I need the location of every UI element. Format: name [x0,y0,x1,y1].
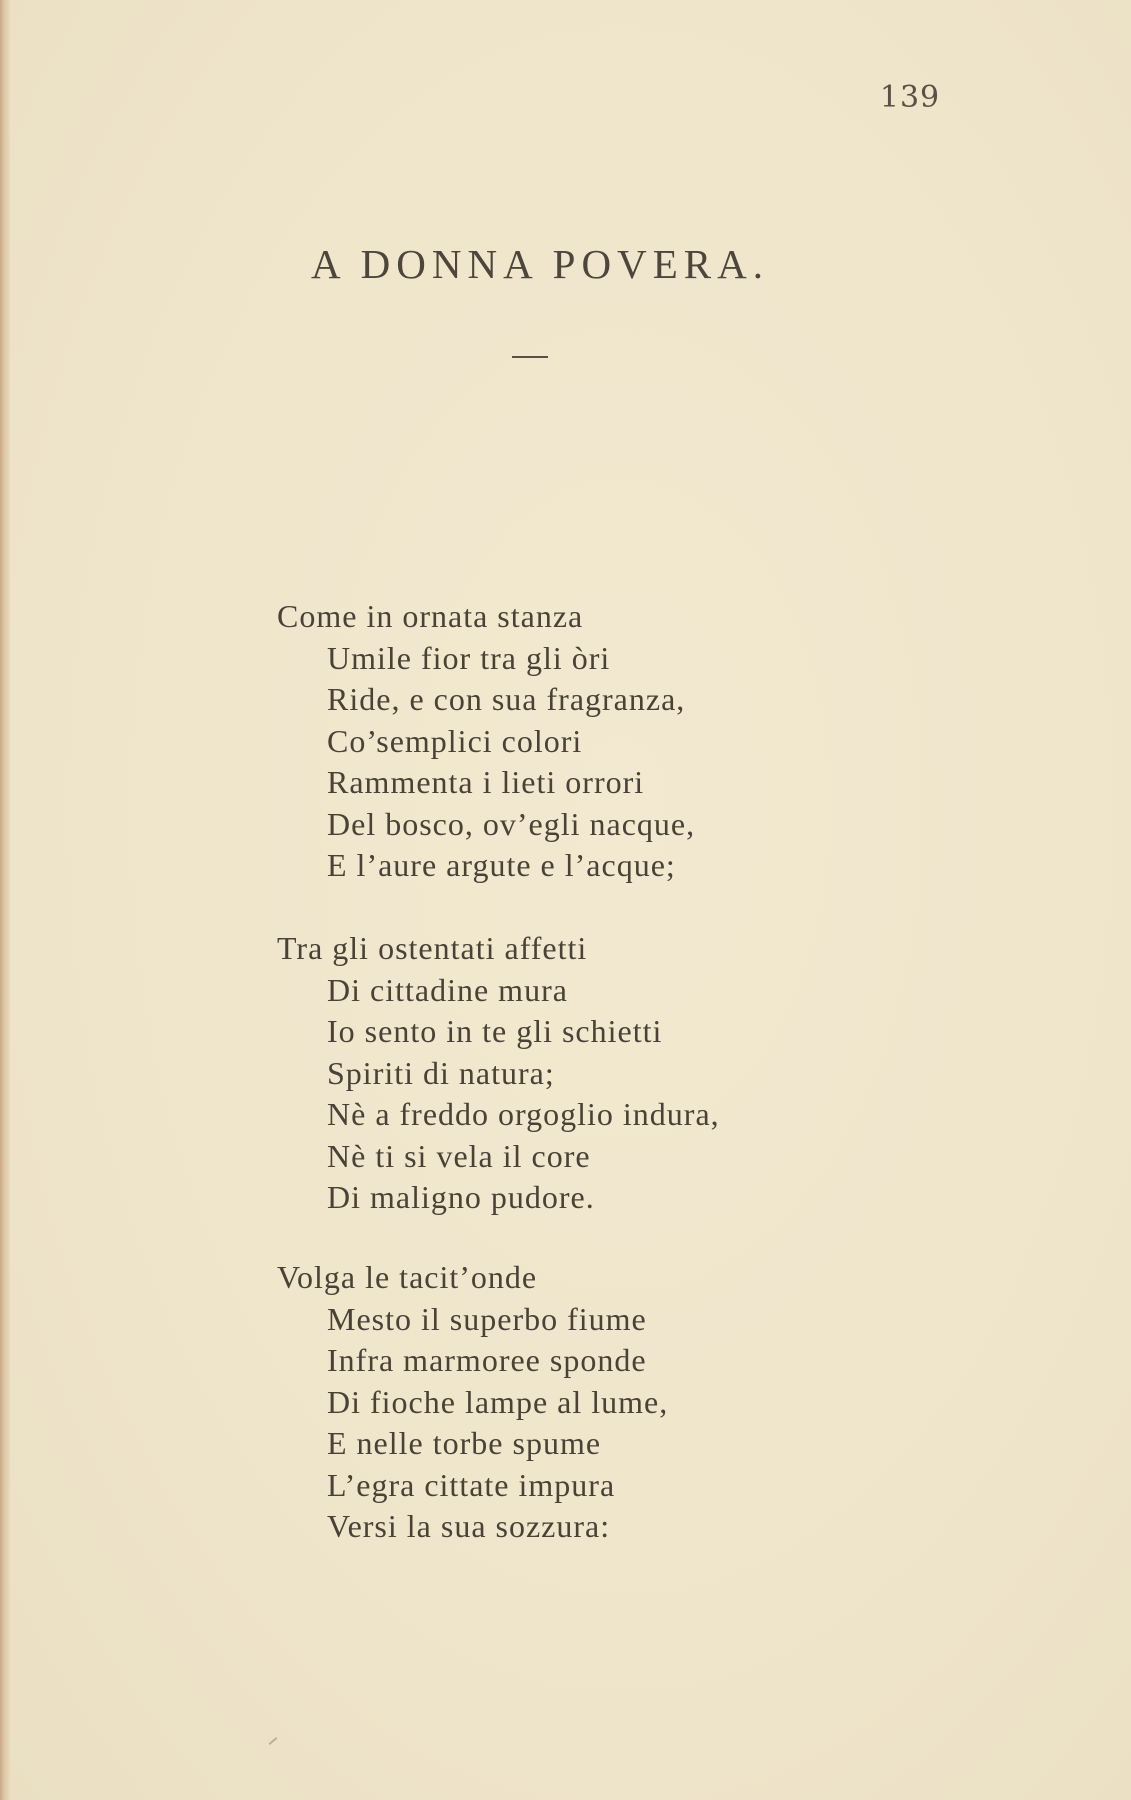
stanza-3 [277,1257,917,1548]
verse-line: Tra gli ostentati affetti [277,930,588,966]
page-binding-edge [0,0,10,1800]
verse-line: Volga le tacit’onde [277,1259,538,1295]
page-number: 139 [879,80,941,115]
verse-line: Co’semplici colori [327,722,583,759]
verse-line: Spiriti di natura; [327,1054,555,1091]
title-separator [512,356,548,358]
verse-line: Di fioche lampe al lume, [327,1383,669,1420]
stanza-2 [277,928,917,1219]
verse-line: E l’aure argute e l’acque; [327,847,676,883]
poem-title: A DONNA POVERA. [311,241,769,287]
paper-speck [269,1737,278,1745]
verse-line: Infra marmoree sponde [327,1342,647,1378]
verse-line: L’egra cittate impura [327,1466,616,1503]
verse-line: Nè ti si vela il core [327,1137,591,1174]
verse-line: Versi la sua sozzura: [327,1508,611,1544]
verse-line: Mesto il superbo fiume [327,1300,647,1337]
verse-line: Di maligno pudore. [327,1179,595,1215]
verse-line: Umile fior tra gli òri [327,639,611,676]
verse-line: Nè a freddo orgoglio indura, [327,1096,720,1132]
verse-line: Di cittadine mura [327,971,568,1008]
verse-line: E nelle torbe spume [327,1425,602,1461]
verse-line: Del bosco, ov’egli nacque, [327,805,696,842]
stanza-1 [277,596,917,887]
verse-line: Rammenta i lieti orrori [327,764,645,800]
verse-line: Come in ornata stanza [277,598,584,634]
verse-line: Ride, e con sua fragranza, [327,681,686,717]
verse-line: Io sento in te gli schietti [327,1013,663,1049]
